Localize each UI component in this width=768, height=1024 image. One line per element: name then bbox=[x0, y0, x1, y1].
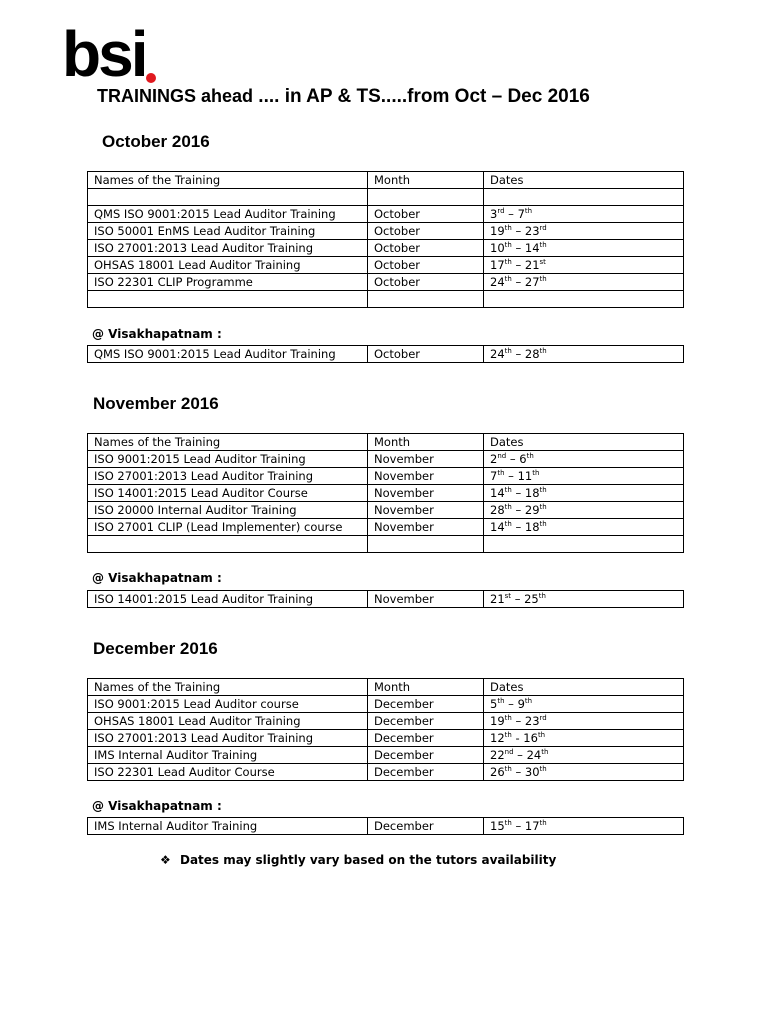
date-separator: – bbox=[504, 469, 518, 483]
training-name: OHSAS 18001 Lead Auditor Training bbox=[88, 713, 368, 730]
november-title: November 2016 bbox=[93, 394, 219, 413]
start-suffix: th bbox=[504, 241, 512, 250]
end-day: 18 bbox=[524, 520, 540, 534]
start-day: 2 bbox=[490, 452, 498, 466]
end-day: 17 bbox=[524, 819, 540, 833]
training-month: December bbox=[368, 730, 484, 747]
training-name: ISO 20000 Internal Auditor Training bbox=[88, 502, 368, 519]
table-header-row bbox=[88, 434, 684, 451]
start-suffix: th bbox=[504, 275, 512, 284]
training-month: November bbox=[368, 591, 484, 608]
start-day: 19 bbox=[490, 224, 505, 238]
training-dates bbox=[484, 257, 684, 274]
date-separator: – bbox=[511, 714, 525, 728]
end-suffix: rd bbox=[539, 224, 547, 233]
start-suffix: th bbox=[497, 469, 505, 478]
training-name: IMS Internal Auditor Training bbox=[88, 818, 368, 835]
start-day: 5 bbox=[490, 697, 498, 711]
table-row bbox=[88, 747, 684, 764]
end-suffix: th bbox=[537, 731, 546, 740]
col-name-header: Names of the Training bbox=[88, 679, 368, 696]
end-day: 27 bbox=[524, 275, 540, 289]
start-suffix: th bbox=[504, 731, 512, 740]
december-visakh-label: @ Visakhapatnam : bbox=[92, 799, 222, 813]
training-dates bbox=[484, 730, 684, 747]
end-day: 23 bbox=[524, 714, 540, 728]
december-title: December 2016 bbox=[93, 639, 218, 658]
training-dates bbox=[484, 240, 684, 257]
table-row bbox=[88, 818, 684, 835]
availability-note bbox=[160, 853, 556, 867]
end-day: 14 bbox=[524, 241, 540, 255]
training-month: October bbox=[368, 206, 484, 223]
start-day: 24 bbox=[490, 347, 505, 361]
training-name: QMS ISO 9001:2015 Lead Auditor Training bbox=[88, 346, 368, 363]
col-dates-header: Dates bbox=[484, 172, 684, 189]
table-row bbox=[88, 223, 684, 240]
logo-dot bbox=[146, 73, 156, 83]
end-day: 29 bbox=[524, 503, 540, 517]
title-part2: .... in AP & TS.....from Oct – Dec 2016 bbox=[253, 86, 590, 107]
training-month: December bbox=[368, 764, 484, 781]
training-name: ISO 50001 EnMS Lead Auditor Training bbox=[88, 223, 368, 240]
training-dates bbox=[484, 591, 684, 608]
training-name: OHSAS 18001 Lead Auditor Training bbox=[88, 257, 368, 274]
october-table bbox=[87, 171, 684, 308]
bsi-logo bbox=[62, 18, 146, 90]
title-part1: TRAININGS ahead bbox=[97, 86, 254, 106]
training-dates bbox=[484, 747, 684, 764]
training-dates bbox=[484, 223, 684, 240]
start-day: 15 bbox=[490, 819, 505, 833]
training-dates bbox=[484, 274, 684, 291]
col-month-header: Month bbox=[368, 172, 484, 189]
training-month: November bbox=[368, 485, 484, 502]
training-dates bbox=[484, 451, 684, 468]
date-separator: – bbox=[511, 241, 525, 255]
training-dates bbox=[484, 346, 684, 363]
october-visakh-row bbox=[88, 346, 684, 363]
end-day: 7 bbox=[517, 207, 525, 221]
start-suffix: th bbox=[497, 697, 505, 706]
start-suffix: th bbox=[504, 224, 512, 233]
training-dates bbox=[484, 206, 684, 223]
training-month: October bbox=[368, 223, 484, 240]
start-suffix: th bbox=[504, 819, 512, 828]
end-suffix: th bbox=[532, 469, 540, 478]
table-row bbox=[88, 274, 684, 291]
training-month: December bbox=[368, 747, 484, 764]
end-suffix: th bbox=[524, 697, 533, 706]
table-row bbox=[88, 591, 684, 608]
table-row bbox=[88, 713, 684, 730]
table-row bbox=[88, 502, 684, 519]
date-separator: – bbox=[511, 520, 525, 534]
start-day: 3 bbox=[490, 207, 498, 221]
october-visakh-table bbox=[87, 345, 684, 363]
training-month: November bbox=[368, 468, 484, 485]
training-dates bbox=[484, 818, 684, 835]
col-name-header: Names of the Training bbox=[88, 434, 368, 451]
training-month: November bbox=[368, 519, 484, 536]
end-suffix: th bbox=[539, 503, 547, 512]
training-dates bbox=[484, 713, 684, 730]
end-suffix: st bbox=[539, 258, 546, 267]
start-day: 17 bbox=[490, 258, 505, 272]
training-month: December bbox=[368, 696, 484, 713]
november-visakh-row bbox=[88, 591, 684, 608]
end-day: 25 bbox=[524, 592, 539, 606]
training-name: ISO 14001:2015 Lead Auditor Training bbox=[88, 591, 368, 608]
start-day: 19 bbox=[490, 714, 505, 728]
start-suffix: st bbox=[504, 592, 512, 601]
col-dates-header: Dates bbox=[484, 434, 684, 451]
start-suffix: th bbox=[504, 258, 512, 267]
training-dates bbox=[484, 502, 684, 519]
date-separator: – bbox=[511, 258, 525, 272]
table-header-row bbox=[88, 172, 684, 189]
table-row bbox=[88, 764, 684, 781]
table-row bbox=[88, 451, 684, 468]
date-separator: – bbox=[511, 347, 525, 361]
training-month: December bbox=[368, 713, 484, 730]
november-visakh-table bbox=[87, 590, 684, 608]
end-suffix: th bbox=[539, 486, 547, 495]
table-row bbox=[88, 468, 684, 485]
end-day: 16 bbox=[523, 731, 538, 745]
november-rows bbox=[88, 451, 684, 536]
training-name: ISO 27001:2013 Lead Auditor Training bbox=[88, 240, 368, 257]
end-suffix: th bbox=[539, 241, 547, 250]
start-day: 7 bbox=[490, 469, 498, 483]
december-table bbox=[87, 678, 684, 781]
col-month-header: Month bbox=[368, 679, 484, 696]
date-separator: – bbox=[506, 452, 520, 466]
start-day: 21 bbox=[490, 592, 505, 606]
date-separator: – bbox=[511, 592, 525, 606]
training-name: ISO 27001:2013 Lead Auditor Training bbox=[88, 730, 368, 747]
start-suffix: th bbox=[504, 520, 512, 529]
training-name: IMS Internal Auditor Training bbox=[88, 747, 368, 764]
table-header-row bbox=[88, 679, 684, 696]
end-day: 11 bbox=[517, 469, 533, 483]
date-separator: – bbox=[511, 486, 525, 500]
start-suffix: th bbox=[504, 347, 512, 356]
training-name: ISO 22301 Lead Auditor Course bbox=[88, 764, 368, 781]
end-suffix: th bbox=[539, 520, 547, 529]
training-month: October bbox=[368, 240, 484, 257]
end-suffix: th bbox=[539, 347, 547, 356]
end-day: 28 bbox=[524, 347, 540, 361]
start-day: 26 bbox=[490, 765, 505, 779]
start-day: 28 bbox=[490, 503, 505, 517]
date-separator: – bbox=[511, 224, 525, 238]
col-name-header: Names of the Training bbox=[88, 172, 368, 189]
end-suffix: th bbox=[524, 207, 533, 216]
training-month: October bbox=[368, 257, 484, 274]
col-dates-header: Dates bbox=[484, 679, 684, 696]
start-suffix: rd bbox=[497, 207, 505, 216]
start-day: 14 bbox=[490, 486, 505, 500]
training-month: December bbox=[368, 818, 484, 835]
training-dates bbox=[484, 696, 684, 713]
date-separator: – bbox=[511, 819, 525, 833]
table-row bbox=[88, 257, 684, 274]
december-visakh-table bbox=[87, 817, 684, 835]
training-name: ISO 14001:2015 Lead Auditor Course bbox=[88, 485, 368, 502]
end-day: 21 bbox=[524, 258, 540, 272]
october-visakh-label: @ Visakhapatnam : bbox=[92, 327, 222, 341]
end-day: 23 bbox=[524, 224, 540, 238]
december-visakh-row bbox=[88, 818, 684, 835]
training-month: October bbox=[368, 346, 484, 363]
start-day: 10 bbox=[490, 241, 505, 255]
training-month: November bbox=[368, 502, 484, 519]
end-day: 6 bbox=[519, 452, 527, 466]
start-day: 22 bbox=[490, 748, 505, 762]
start-suffix: th bbox=[504, 503, 512, 512]
start-day: 14 bbox=[490, 520, 505, 534]
training-dates bbox=[484, 485, 684, 502]
empty-row bbox=[88, 291, 684, 308]
diamond-bullet-icon: ❖ bbox=[160, 853, 171, 867]
training-dates bbox=[484, 764, 684, 781]
training-dates bbox=[484, 519, 684, 536]
training-month: October bbox=[368, 274, 484, 291]
december-rows bbox=[88, 696, 684, 781]
date-separator: - bbox=[511, 731, 524, 745]
empty-row bbox=[88, 536, 684, 553]
table-row bbox=[88, 240, 684, 257]
page-title bbox=[97, 86, 590, 108]
table-row bbox=[88, 485, 684, 502]
end-suffix: th bbox=[541, 748, 549, 757]
training-name: ISO 27001 CLIP (Lead Implementer) course bbox=[88, 519, 368, 536]
table-row bbox=[88, 519, 684, 536]
end-suffix: th bbox=[539, 275, 547, 284]
col-month-header: Month bbox=[368, 434, 484, 451]
training-name: ISO 9001:2015 Lead Auditor course bbox=[88, 696, 368, 713]
training-dates bbox=[484, 468, 684, 485]
date-separator: – bbox=[504, 207, 518, 221]
training-name: ISO 27001:2013 Lead Auditor Training bbox=[88, 468, 368, 485]
start-suffix: nd bbox=[497, 452, 507, 461]
start-suffix: th bbox=[504, 714, 512, 723]
table-row bbox=[88, 730, 684, 747]
november-table bbox=[87, 433, 684, 553]
end-suffix: th bbox=[539, 819, 547, 828]
date-separator: – bbox=[511, 765, 525, 779]
end-suffix: th bbox=[539, 765, 547, 774]
training-name: QMS ISO 9001:2015 Lead Auditor Training bbox=[88, 206, 368, 223]
date-separator: – bbox=[511, 275, 525, 289]
end-day: 24 bbox=[526, 748, 542, 762]
november-visakh-label: @ Visakhapatnam : bbox=[92, 571, 222, 585]
end-day: 9 bbox=[517, 697, 525, 711]
table-row bbox=[88, 346, 684, 363]
start-suffix: th bbox=[504, 765, 512, 774]
table-row bbox=[88, 696, 684, 713]
date-separator: – bbox=[513, 748, 527, 762]
training-month: November bbox=[368, 451, 484, 468]
empty-row bbox=[88, 189, 684, 206]
october-title: October 2016 bbox=[102, 132, 210, 151]
date-separator: – bbox=[511, 503, 525, 517]
start-suffix: th bbox=[504, 486, 512, 495]
table-row bbox=[88, 206, 684, 223]
start-day: 12 bbox=[490, 731, 505, 745]
end-suffix: th bbox=[526, 452, 534, 461]
october-rows bbox=[88, 206, 684, 291]
date-separator: – bbox=[504, 697, 518, 711]
end-day: 18 bbox=[524, 486, 540, 500]
note-text: Dates may slightly vary based on the tutors availability bbox=[180, 853, 557, 867]
training-name: ISO 22301 CLIP Programme bbox=[88, 274, 368, 291]
end-day: 30 bbox=[524, 765, 540, 779]
logo-text: bsi bbox=[62, 18, 146, 90]
start-suffix: nd bbox=[504, 748, 514, 757]
start-day: 24 bbox=[490, 275, 505, 289]
end-suffix: rd bbox=[539, 714, 547, 723]
training-name: ISO 9001:2015 Lead Auditor Training bbox=[88, 451, 368, 468]
end-suffix: th bbox=[538, 592, 546, 601]
